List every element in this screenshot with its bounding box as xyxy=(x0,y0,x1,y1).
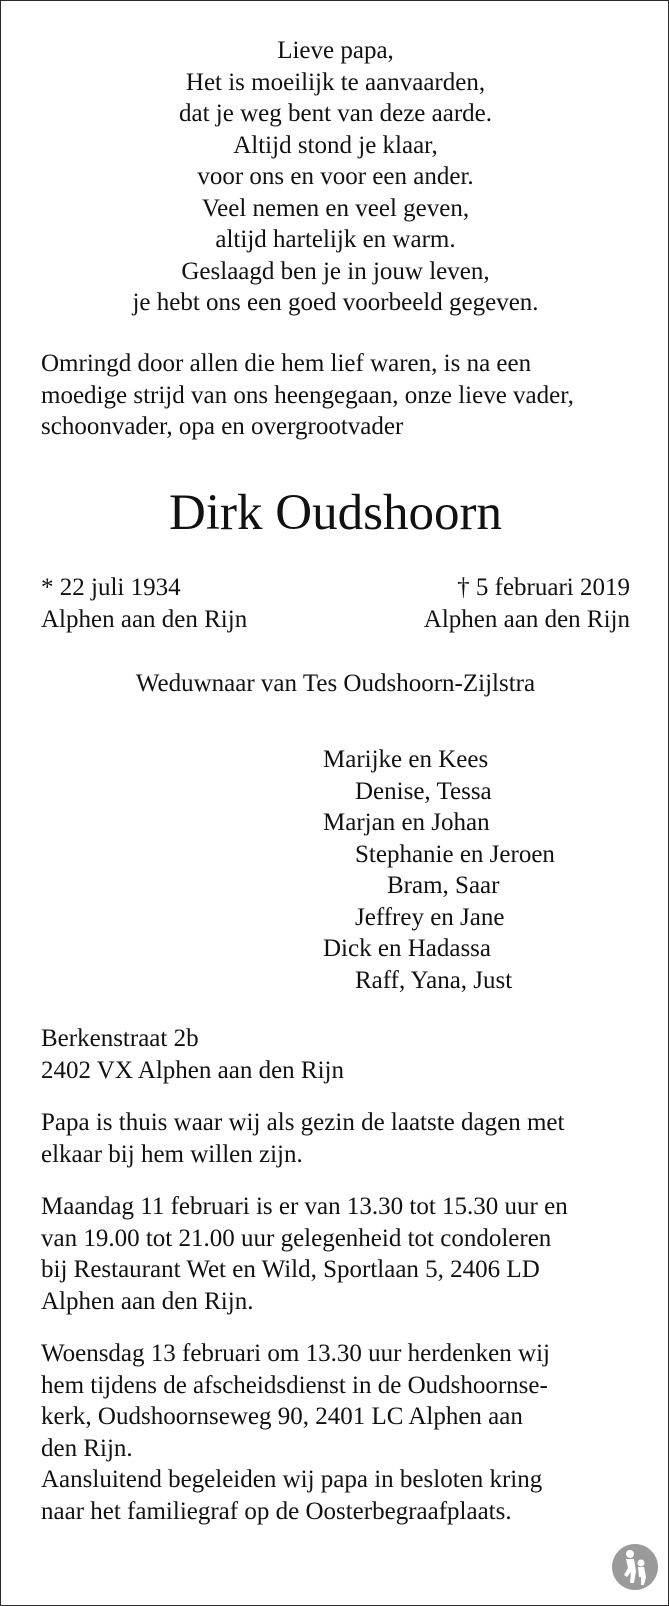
family-member: Bram, Saar xyxy=(387,872,500,899)
family-member: Jeffrey en Jane xyxy=(355,903,505,931)
intro-line: moedige strijd van ons heengegaan, onze lieve vader, xyxy=(41,381,574,409)
poem-line: dat je weg bent van deze aarde. xyxy=(178,100,493,127)
service-line: Aansluitend begeleiden wij papa in besloten kring xyxy=(41,1466,543,1493)
service-line: Woensdag 13 februari om 13.30 uur herdenken wij xyxy=(41,1340,550,1367)
intro-paragraph xyxy=(41,348,641,443)
poem-line: altijd hartelijk en warm. xyxy=(215,226,456,253)
service-paragraph xyxy=(41,1338,641,1527)
family-member: Raff, Yana, Just xyxy=(355,966,513,994)
home-line: elkaar bij hem willen zijn. xyxy=(41,1140,303,1168)
poem-line: Lieve papa, xyxy=(277,37,394,64)
death-place: Alphen aan den Rijn xyxy=(423,605,630,633)
service-line: den Rijn. xyxy=(41,1434,133,1462)
death-date: † 5 februari 2019 xyxy=(457,574,630,601)
service-line: kerk, Oudshoornseweg 90, 2401 LC Alphen aan xyxy=(41,1403,523,1430)
condolence-line: bij Restaurant Wet en Wild, Sportlaan 5, 2406 LD xyxy=(41,1256,540,1283)
memorial-figure-icon xyxy=(611,1543,659,1591)
address-line: 2402 VX Alphen aan den Rijn xyxy=(41,1056,344,1084)
poem-line: Veel nemen en veel geven, xyxy=(201,194,470,222)
condolence-line: van 19.00 tot 21.00 uur gelegenheid tot condoleren xyxy=(41,1224,552,1252)
family-member: Denise, Tessa xyxy=(355,777,492,805)
deceased-name: Dirk Oudshoorn xyxy=(169,485,502,541)
family-member: Dick en Hadassa xyxy=(323,935,491,962)
service-line: hem tijdens de afscheidsdienst in de Oudshoornse- xyxy=(41,1371,548,1399)
poem-line: Het is moeilijk te aanvaarden, xyxy=(185,68,486,96)
address-block xyxy=(41,1023,641,1086)
home-line: Papa is thuis waar wij als gezin de laatste dagen met xyxy=(41,1109,565,1136)
poem-line: Geslaagd ben je in jouw leven, xyxy=(181,257,490,285)
intro-line: Omringd door allen die hem lief waren, is na een xyxy=(41,350,532,377)
death-block xyxy=(424,572,630,635)
poem-line: Altijd stond je klaar, xyxy=(233,131,438,159)
address-line: Berkenstraat 2b xyxy=(41,1025,199,1052)
home-paragraph xyxy=(41,1107,641,1170)
condolence-line: Alphen aan den Rijn. xyxy=(41,1287,254,1315)
condolence-line: Maandag 11 februari is er van 13.30 tot 15.30 uur en xyxy=(41,1193,568,1220)
birth-date: * 22 juli 1934 xyxy=(41,574,181,601)
family-member: Stephanie en Jeroen xyxy=(355,840,555,868)
family-member: Marjan en Johan xyxy=(323,809,490,836)
poem xyxy=(1,35,669,319)
poem-line: voor ons en voor een ander. xyxy=(197,163,474,190)
intro-line: schoonvader, opa en overgrootvader xyxy=(41,413,404,440)
widower-line: Weduwnaar van Tes Oudshoorn-Zijlstra xyxy=(135,670,536,697)
birth-block xyxy=(41,572,247,635)
poem-line: je hebt ons een goed voorbeeld gegeven. xyxy=(132,289,539,316)
birth-place: Alphen aan den Rijn xyxy=(41,605,248,633)
family-member: Marijke en Kees xyxy=(323,746,489,773)
family-list xyxy=(323,744,555,996)
service-line: naar het familiegraf op de Oosterbegraafplaats. xyxy=(41,1497,512,1525)
condolence-paragraph xyxy=(41,1191,641,1317)
